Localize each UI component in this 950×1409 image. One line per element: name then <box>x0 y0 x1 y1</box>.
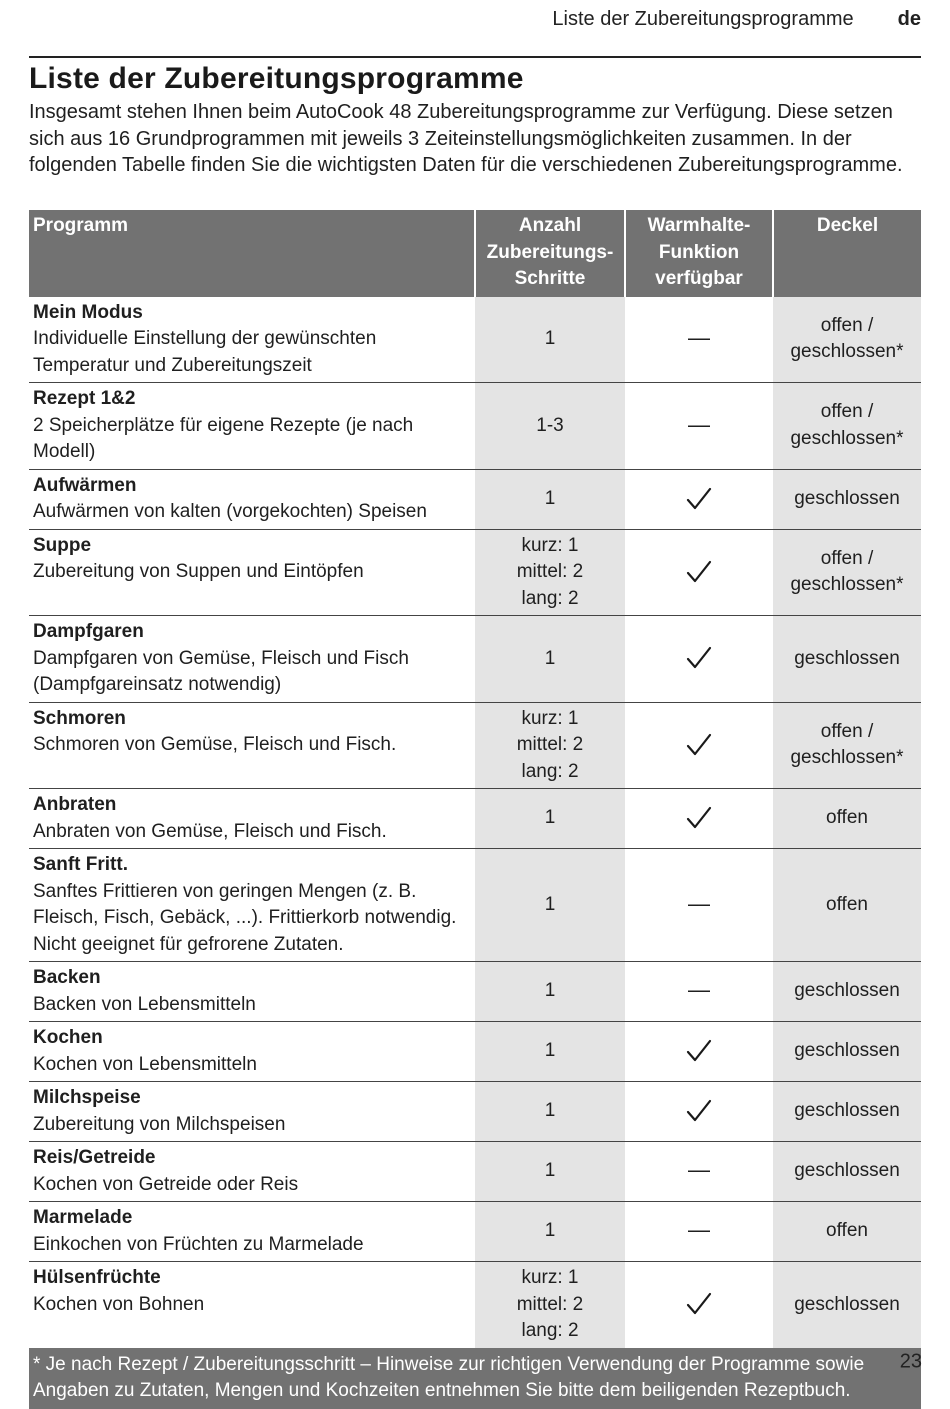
steps-cell <box>475 789 625 849</box>
steps-value: 1 <box>544 1100 556 1122</box>
lid-value: geschlossen <box>794 487 900 509</box>
checkmark-icon <box>685 1040 713 1061</box>
steps-value: 1 <box>544 807 556 829</box>
steps-cell <box>475 1022 625 1082</box>
column-header-program: Programm <box>29 210 475 297</box>
dash-symbol: — <box>688 411 710 437</box>
column-header-keep-warm: Warmhalte-Funktion verfügbar <box>625 210 773 297</box>
keep-warm-cell <box>625 616 773 703</box>
program-description: Einkochen von Früchten zu Marmelade <box>33 1233 364 1255</box>
lid-cell <box>773 297 921 383</box>
steps-value: 1 <box>544 1160 556 1182</box>
program-cell <box>29 383 475 470</box>
page-title: Liste der Zubereitungsprogramme <box>29 62 524 95</box>
checkmark-icon <box>685 807 713 828</box>
steps-cell <box>475 1142 625 1202</box>
lid-cell <box>773 702 921 789</box>
program-description: Anbraten von Gemüse, Fleisch und Fisch. <box>33 820 387 842</box>
steps-cell <box>475 469 625 529</box>
program-cell <box>29 962 475 1022</box>
program-cell <box>29 789 475 849</box>
lid-value: geschlossen <box>794 647 900 669</box>
program-cell <box>29 529 475 616</box>
keep-warm-cell <box>625 1082 773 1142</box>
table-row <box>29 702 921 789</box>
program-cell <box>29 1202 475 1262</box>
table-row <box>29 1142 921 1202</box>
keep-warm-cell <box>625 1202 773 1262</box>
running-title: Liste der Zubereitungsprogramme <box>552 7 854 30</box>
steps-cell <box>475 702 625 789</box>
lid-cell <box>773 849 921 962</box>
steps-value: lang: 2 <box>521 587 579 609</box>
table-row <box>29 789 921 849</box>
program-cell <box>29 1142 475 1202</box>
steps-cell <box>475 1202 625 1262</box>
program-cell <box>29 297 475 383</box>
table-row <box>29 962 921 1022</box>
keep-warm-cell <box>625 789 773 849</box>
dash-symbol: — <box>688 1157 710 1183</box>
lid-cell <box>773 469 921 529</box>
program-cell <box>29 1262 475 1348</box>
steps-cell <box>475 297 625 383</box>
steps-cell <box>475 1262 625 1348</box>
lid-value: geschlossen* <box>790 427 904 449</box>
table-row <box>29 1022 921 1082</box>
lid-value: offen / <box>820 547 874 569</box>
program-description: Sanftes Frittieren von geringen Mengen (z. B. Fleisch, Fisch, Gebäck, ...). Frittierkorb notwendig. Nicht geeignet für gefrorene Zutaten. <box>33 880 457 955</box>
lid-cell <box>773 1262 921 1348</box>
table-row <box>29 529 921 616</box>
program-description: Zubereitung von Suppen und Eintöpfen <box>33 561 364 582</box>
column-header-steps: Anzahl Zubereitungs-Schritte <box>475 210 625 297</box>
steps-value: 1 <box>544 487 556 509</box>
program-cell <box>29 849 475 962</box>
table-row <box>29 469 921 529</box>
program-description: Aufwärmen von kalten (vorgekochten) Speisen <box>33 501 427 522</box>
steps-value: 1 <box>544 1220 556 1242</box>
program-description: Kochen von Bohnen <box>33 1293 205 1315</box>
steps-value: mittel: 2 <box>516 561 584 582</box>
footnote: * Je nach Rezept / Zubereitungsschritt – Hinweise zur richtigen Verwendung der Programme sowie Angaben zu Zutaten, Mengen und Kochzeiten entnehmen Sie bitte dem beiligenden Rezeptbuch. <box>29 1348 921 1409</box>
steps-value: kurz: 1 <box>521 1267 579 1288</box>
lid-value: offen / <box>820 401 874 423</box>
page-number: 23 <box>899 1350 922 1373</box>
lid-value: offen <box>826 1220 868 1242</box>
program-description: Individuelle Einstellung der gewünschten Temperatur und Zubereitungszeit <box>33 328 377 376</box>
lid-value: geschlossen <box>794 1100 900 1122</box>
program-cell <box>29 1082 475 1142</box>
checkmark-icon <box>685 1100 713 1121</box>
lid-cell <box>773 383 921 470</box>
program-cell <box>29 1022 475 1082</box>
program-name: Schmoren <box>33 707 126 729</box>
table-body <box>29 297 921 1348</box>
program-description: 2 Speicherplätze für eigene Rezepte (je nach Modell) <box>33 414 414 462</box>
lid-value: offen <box>826 893 868 915</box>
table-row <box>29 297 921 383</box>
steps-value: lang: 2 <box>521 760 579 782</box>
lid-cell <box>773 1142 921 1202</box>
table-row <box>29 1082 921 1142</box>
program-name: Backen <box>33 967 101 988</box>
keep-warm-cell <box>625 1142 773 1202</box>
lid-value: geschlossen* <box>790 574 904 596</box>
program-name: Milchspeise <box>33 1087 141 1108</box>
checkmark-icon <box>685 648 713 669</box>
steps-value: 1-3 <box>536 414 564 436</box>
keep-warm-cell <box>625 962 773 1022</box>
keep-warm-cell <box>625 1022 773 1082</box>
program-name: Anbraten <box>33 794 117 815</box>
column-header-lid: Deckel <box>773 210 921 297</box>
checkmark-icon <box>685 1294 713 1315</box>
lid-value: offen <box>826 807 868 829</box>
dash-symbol: — <box>688 977 710 1003</box>
keep-warm-cell <box>625 849 773 962</box>
keep-warm-cell <box>625 297 773 383</box>
checkmark-icon <box>685 561 713 582</box>
lid-value: offen / <box>820 314 874 336</box>
table-row <box>29 383 921 470</box>
program-name: Kochen <box>33 1027 103 1048</box>
program-name: Sanft Fritt. <box>33 854 128 875</box>
dash-symbol: — <box>688 890 710 916</box>
steps-value: mittel: 2 <box>516 1293 584 1315</box>
lid-value: geschlossen* <box>790 747 904 769</box>
language-code: de <box>897 7 921 30</box>
intro-paragraph: Insgesamt stehen Ihnen beim AutoCook 48 Zubereitungsprogramme zur Verfügung. Diese setzen sich aus 16 Grundprogrammen mit jeweils 3 Zeiteinstellungsmöglichkeiten zusammen. In der folgenden Tabelle finden Sie die wichtigsten Daten für die verschiedenen Zubereitungsprogramme. <box>29 101 903 176</box>
steps-value: 1 <box>544 893 556 915</box>
table-row <box>29 616 921 703</box>
lid-cell <box>773 1202 921 1262</box>
steps-cell <box>475 616 625 703</box>
program-name: Marmelade <box>33 1207 133 1228</box>
keep-warm-cell <box>625 702 773 789</box>
steps-cell <box>475 529 625 616</box>
lid-value: geschlossen <box>794 1160 900 1182</box>
lid-value: geschlossen <box>794 980 900 1002</box>
lid-cell <box>773 529 921 616</box>
checkmark-icon <box>685 488 713 509</box>
keep-warm-cell <box>625 529 773 616</box>
program-cell <box>29 702 475 789</box>
program-description: Schmoren von Gemüse, Fleisch und Fisch. <box>33 734 397 755</box>
programs-table <box>29 210 921 1409</box>
keep-warm-cell <box>625 1262 773 1348</box>
steps-value: mittel: 2 <box>516 734 584 755</box>
program-description: Dampfgaren von Gemüse, Fleisch und Fisch (Dampfgareinsatz notwendig) <box>33 647 409 695</box>
lid-value: geschlossen <box>794 1040 900 1062</box>
keep-warm-cell <box>625 469 773 529</box>
program-cell <box>29 469 475 529</box>
table-row <box>29 1262 921 1348</box>
steps-value: 1 <box>544 980 556 1002</box>
steps-value: lang: 2 <box>521 1320 579 1341</box>
dash-symbol: — <box>688 1217 710 1243</box>
lid-cell <box>773 962 921 1022</box>
lid-cell <box>773 616 921 703</box>
table-header-row <box>29 210 921 297</box>
table-row <box>29 849 921 962</box>
running-header <box>29 4 921 34</box>
steps-cell <box>475 962 625 1022</box>
lid-cell <box>773 789 921 849</box>
steps-value: 1 <box>544 1040 556 1062</box>
lid-value: geschlossen <box>794 1293 900 1315</box>
program-description: Kochen von Getreide oder Reis <box>33 1173 299 1195</box>
program-name: Aufwärmen <box>33 474 137 496</box>
steps-cell <box>475 383 625 470</box>
program-description: Kochen von Lebensmitteln <box>33 1053 257 1075</box>
program-name: Dampfgaren <box>33 621 144 642</box>
program-name: Mein Modus <box>33 301 143 323</box>
lid-value: offen / <box>820 720 874 742</box>
steps-cell <box>475 1082 625 1142</box>
lid-cell <box>773 1082 921 1142</box>
program-description: Zubereitung von Milchspeisen <box>33 1113 286 1135</box>
lid-cell <box>773 1022 921 1082</box>
steps-value: kurz: 1 <box>521 534 579 556</box>
table-row <box>29 1202 921 1262</box>
dash-symbol: — <box>688 325 710 350</box>
steps-cell <box>475 849 625 962</box>
steps-value: kurz: 1 <box>521 707 579 729</box>
program-description: Backen von Lebensmitteln <box>33 993 256 1015</box>
program-name: Suppe <box>33 534 92 556</box>
checkmark-icon <box>685 734 713 755</box>
header-divider <box>29 56 921 58</box>
program-name: Hülsenfrüchte <box>33 1267 161 1288</box>
program-name: Rezept 1&2 <box>33 388 136 409</box>
steps-value: 1 <box>544 647 556 669</box>
program-name: Reis/Getreide <box>33 1147 156 1168</box>
steps-value: 1 <box>544 328 556 349</box>
keep-warm-cell <box>625 383 773 470</box>
program-cell <box>29 616 475 703</box>
lid-value: geschlossen* <box>790 341 904 363</box>
footnote-row <box>29 1348 921 1409</box>
